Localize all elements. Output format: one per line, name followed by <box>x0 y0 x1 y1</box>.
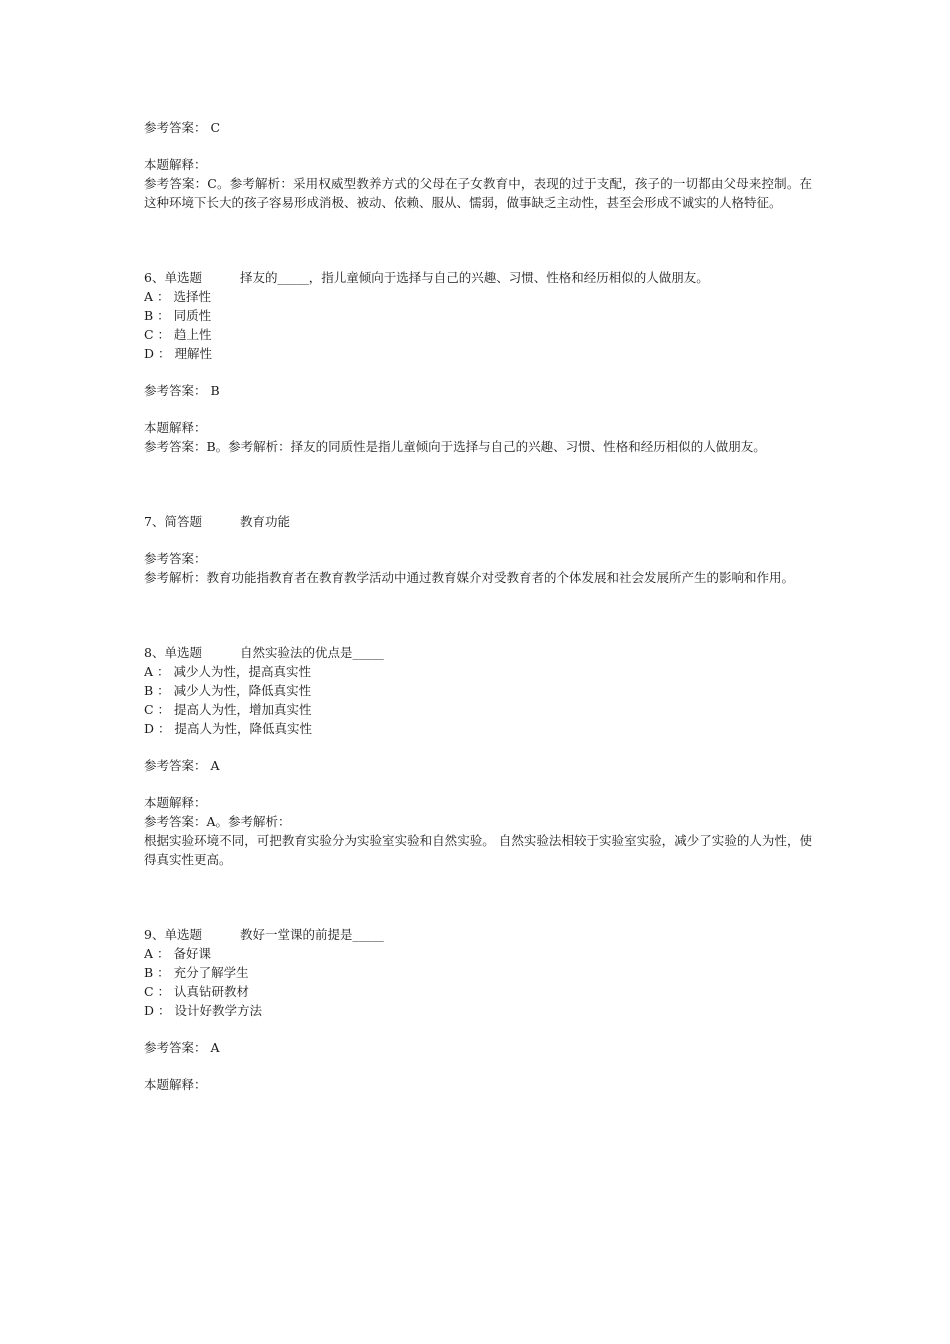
question-7 <box>144 512 812 587</box>
answer-line: 参考答案： A <box>144 758 220 773</box>
question-header <box>144 925 812 944</box>
option-d: D ： 设计好教学方法 <box>144 1003 262 1018</box>
question-6 <box>144 268 812 456</box>
question-type: 9、单选题 <box>144 927 202 942</box>
question-9 <box>144 925 812 1094</box>
option-c: C ： 认真钻研教材 <box>144 984 250 999</box>
question-type: 7、简答题 <box>144 514 202 529</box>
question-stem: 教好一堂课的前提是_____ <box>240 927 384 942</box>
option-b: B ： 减少人为性，降低真实性 <box>144 683 312 698</box>
explanation-label: 本题解释： <box>144 157 207 172</box>
question-5 <box>144 118 812 212</box>
question-stem: 教育功能 <box>240 514 291 529</box>
explanation-text: 参考答案：B。参考解析：择友的同质性是指儿童倾向于选择与自己的兴趣、习惯、性格和经历相似的人做朋友。 <box>144 439 766 454</box>
option-a: A ： 选择性 <box>144 289 211 304</box>
question-type: 6、单选题 <box>144 270 202 285</box>
explanation-label: 本题解释： <box>144 420 207 435</box>
option-d: D ： 理解性 <box>144 346 212 361</box>
question-stem: 自然实验法的优点是_____ <box>240 645 384 660</box>
question-type: 8、单选题 <box>144 645 202 660</box>
answer-line: 参考答案： <box>144 551 207 566</box>
answer-line: 参考答案： A <box>144 1040 220 1055</box>
option-b: B ： 同质性 <box>144 308 212 323</box>
question-8 <box>144 643 812 869</box>
option-c: C ： 趋上性 <box>144 327 212 342</box>
explanation-label: 本题解释： <box>144 1077 207 1092</box>
option-c: C ： 提高人为性，增加真实性 <box>144 702 312 717</box>
question-list <box>144 118 812 1094</box>
option-d: D ： 提高人为性，降低真实性 <box>144 721 312 736</box>
explanation-text: 参考答案：C。参考解析：采用权威型教养方式的父母在子女教育中，表现的过于支配，孩子的一切都由父母来控制。在这种环境下长大的孩子容易形成消极、被动、依赖、服从、懦弱，做事缺乏主动性，甚至会形成不诚实的人格特征。 <box>144 176 812 210</box>
explanation-intro: 参考答案：A。参考解析： <box>144 814 291 829</box>
explanation-text: 参考解析：教育功能指教育者在教育教学活动中通过教育媒介对受教育者的个体发展和社会发展所产生的影响和作用。 <box>144 570 795 585</box>
option-b: B ： 充分了解学生 <box>144 965 249 980</box>
question-header <box>144 512 812 531</box>
question-header <box>144 643 812 662</box>
answer-line: 参考答案： B <box>144 383 220 398</box>
option-a: A ： 减少人为性，提高真实性 <box>144 664 311 679</box>
question-stem: 择友的_____，指儿童倾向于选择与自己的兴趣、习惯、性格和经历相似的人做朋友。 <box>240 270 709 285</box>
explanation-label: 本题解释： <box>144 795 207 810</box>
explanation-text: 根据实验环境不同，可把教育实验分为实验室实验和自然实验。 自然实验法相较于实验室实验，减少了实验的人为性，使得真实性更高。 <box>144 833 812 867</box>
option-a: A ： 备好课 <box>144 946 211 961</box>
question-header <box>144 268 812 287</box>
answer-line: 参考答案： C <box>144 120 221 135</box>
